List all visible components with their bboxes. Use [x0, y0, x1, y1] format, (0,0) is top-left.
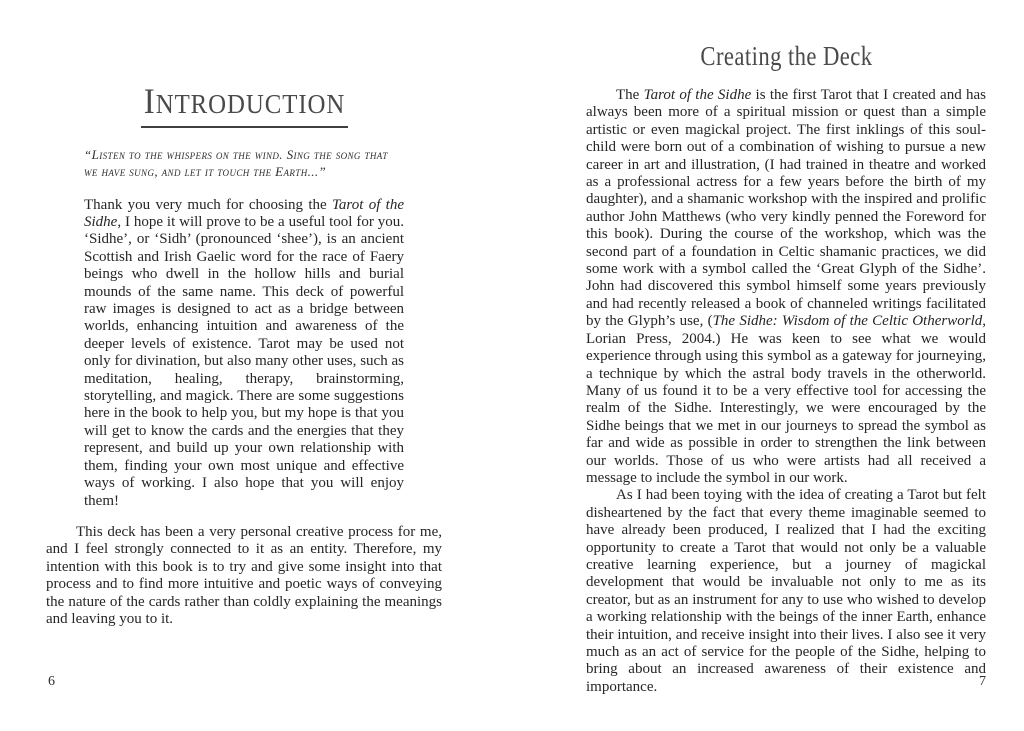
intro-paragraph-2: This deck has been a very personal creative process for me, and I feel strongly connected to it as an entity. Therefore, my intention with this book is to try and give some insight into that process and to find more intuitive and poetic ways of conveying the nature of the cards rather than coldly explaining the meanings and leaving you to it.: [46, 523, 442, 627]
creating-the-deck-title: [586, 42, 986, 72]
left-page: [46, 0, 442, 731]
text-run: The Sidhe: Wisdom of the Celtic Otherworld: [712, 313, 983, 330]
deck-paragraph-1: [586, 87, 986, 487]
creating-the-deck-title-text: Creating the Deck: [699, 41, 873, 71]
text-run: , I hope it will prove to be a useful tool for you. ‘Sidhe’, or ‘Sidh’ (pronounced ‘shee’), is an ancient Scottish and Irish Gaelic word for the race of Faery beings who dwell in the hollow hills and burial mounds of the same name. This deck of powerful raw images is designed to act as a bridge between worlds, enhancing intuition and awareness of the deeper levels of existence. Tarot may be used not only for divination, but also many other uses, such as meditation, healing, therapy, brainstorming, storytelling, and magick. There are some suggestions here in the book to help you, but my hope is that you will get to know the cards and the energies that they represent, and build up your own relationship with them, finding your own most unique and effective ways of working. I also hope that you will enjoy them!: [84, 214, 404, 509]
page-number-left: 6: [48, 674, 55, 689]
page-number-right: 7: [979, 674, 986, 689]
text-run: The: [616, 87, 644, 103]
intro-paragraph-1: [84, 197, 404, 510]
deck-paragraph-2: As I had been toying with the idea of creating a Tarot but felt disheartened by the fact that every theme imaginable seemed to have already been produced, I realized that I had the exciting opportunity to create a Tarot that would not only be a valuable creative learning experience, but a journey of magickal development that would be invaluable not only to me as its creator, but as an instrument for any to use who wished to develop a working relationship with the beings of the inner Earth, enhance their intuition, and receive insight into their lives. I also see it very much as an act of service for the people of the Sidhe, helping to bring about an increased awareness of their existence and importance.: [586, 487, 986, 695]
right-page: [586, 0, 986, 731]
introduction-title: [46, 82, 442, 128]
epigraph-quote: “Listen to the whispers on the wind. Sing the song that we have sung, and let it touch the Earth...”: [84, 146, 388, 179]
text-run: , Lorian Press, 2004.) He was keen to see what we would experience through using this symbol as a gateway for journeying, a technique by which the astral body travels in the otherworld. Many of us found it to be a very effective tool for accessing the realm of the Sidhe. Interestingly, we were encouraged by the Sidhe beings that we met in our journeys to spread the symbol as far and wide as possible in order to strengthen the link between our worlds. Those of us who were artists had all received a message to include the symbol in our work.: [586, 313, 986, 486]
introduction-title-text: INTRODUCTION: [141, 82, 348, 128]
text-run: Tarot of the Sidhe: [84, 196, 404, 230]
text-run: is the first Tarot that I created and has always been more of a spiritual mission or quest than a simple artistic or even magickal project. The first inklings of this soul-child were born out of a combination of wishing to pursue a new career in art and illustration, (I had trained in theatre and worked as a professional actress for a few years before the birth of my daughter), and a shamanic workshop with the inspired and prolific author John Matthews (who very kindly penned the Foreword for this book). During the course of the workshop, which was the second part of a foundation in Celtic shamanic practices, we did some work with a symbol called the ‘Great Glyph of the Sidhe’. John had discovered this symbol himself some years previously and had recently released a book of channeled writings facilitated by the Glyph’s use, (: [586, 87, 987, 330]
text-run: Tarot of the Sidhe: [643, 87, 752, 103]
text-run: Thank you very much for choosing the: [84, 196, 332, 213]
